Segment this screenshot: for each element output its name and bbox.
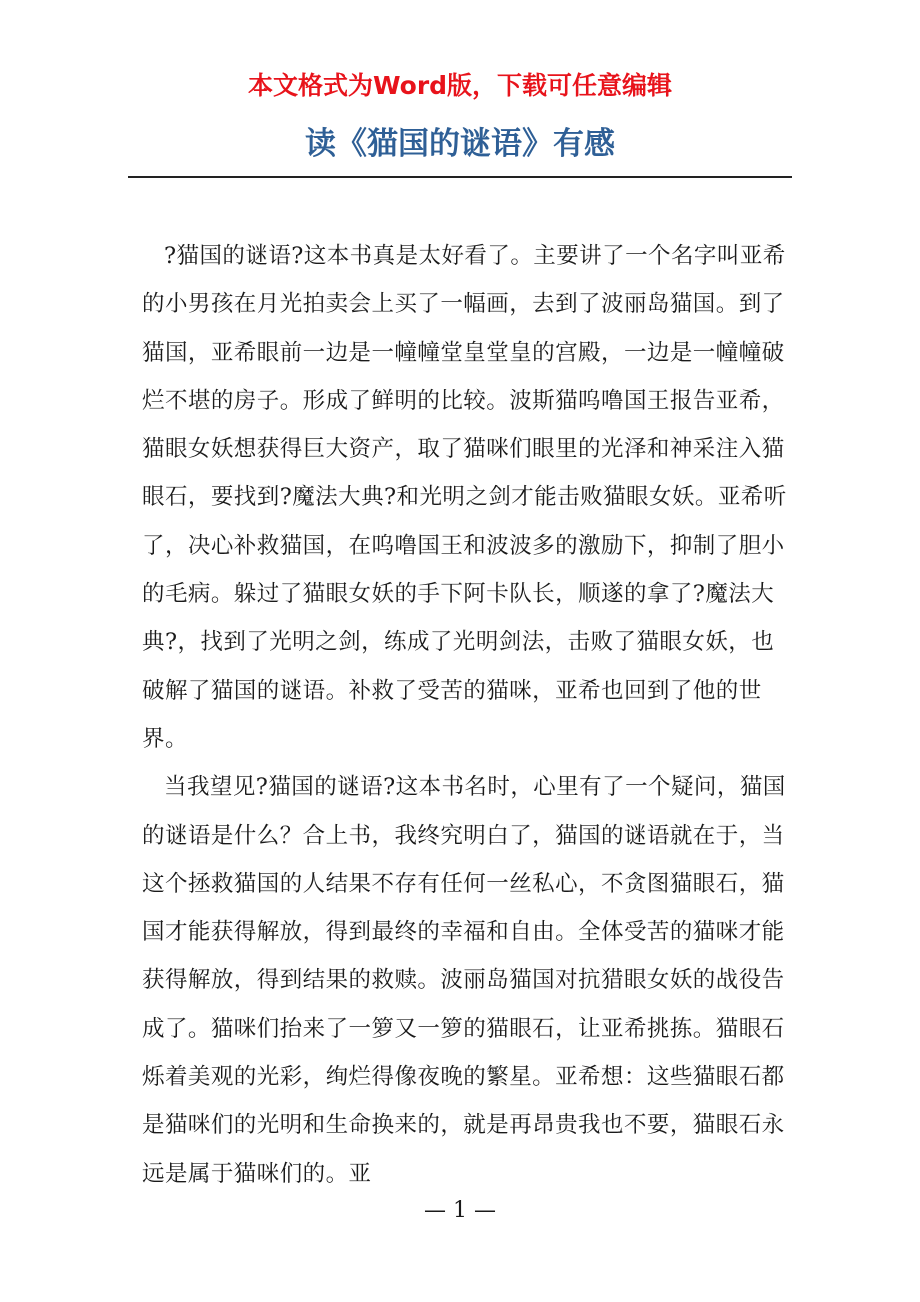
page-number: — 1 — (424, 1198, 496, 1223)
format-notice: 本文格式为Word版，下载可任意编辑 (247, 71, 673, 100)
paragraph-2: 当我望见?猫国的谜语?这本书名时，心里有了一个疑问，猫国的谜语是什么？合上书，我终究明白了，猫国的谜语就在于，当这个拯救猫国的人结果不存有任何一丝私心，不贪图猫眼石，猫国才能获得解放，得到最终的幸福和自由。全体受苦的猫咪才能获得解放，得到结果的救赎。波丽岛猫国对抗猎眼女妖的战役告成了。猫咪们抬来了一箩又一箩的猫眼石，让亚希挑拣。猫眼石烁着美观的光彩，绚烂得像夜晚的繁星。亚希想：这些猫眼石都是猫咪们的光明和生命换来的，就是再昂贵我也不要，猫眼石永远是属于猫咪们的。亚 (142, 774, 786, 1187)
title-divider (128, 176, 792, 178)
paragraph-1: ?猫国的谜语?这本书真是太好看了。主要讲了一个名字叫亚希的小男孩在月光拍卖会上买了一幅画，去到了波丽岛猫国。到了猫国，亚希眼前一边是一幢幢堂皇堂皇的宫殿，一边是一幢幢破烂不堪的房子。形成了鲜明的比较。波斯猫呜噜国王报告亚希，猫眼女妖想获得巨大资产，取了猫咪们眼里的光泽和神采注入猫眼石，要找到?魔法大典?和光明之剑才能击败猫眼女妖。亚希听了，决心补救猫国，在呜噜国王和波波多的激励下，抑制了胆小的毛病。躲过了猫眼女妖的手下阿卡队长，顺遂的拿了?魔法大典?，找到了光明之剑，练成了光明剑法，击败了猫眼女妖，也破解了猫国的谜语。补救了受苦的猫咪，亚希也回到了他的世界。 (142, 243, 787, 752)
document-title: 读《猫国的谜语》有感 (305, 126, 615, 162)
document-body (142, 232, 796, 1198)
